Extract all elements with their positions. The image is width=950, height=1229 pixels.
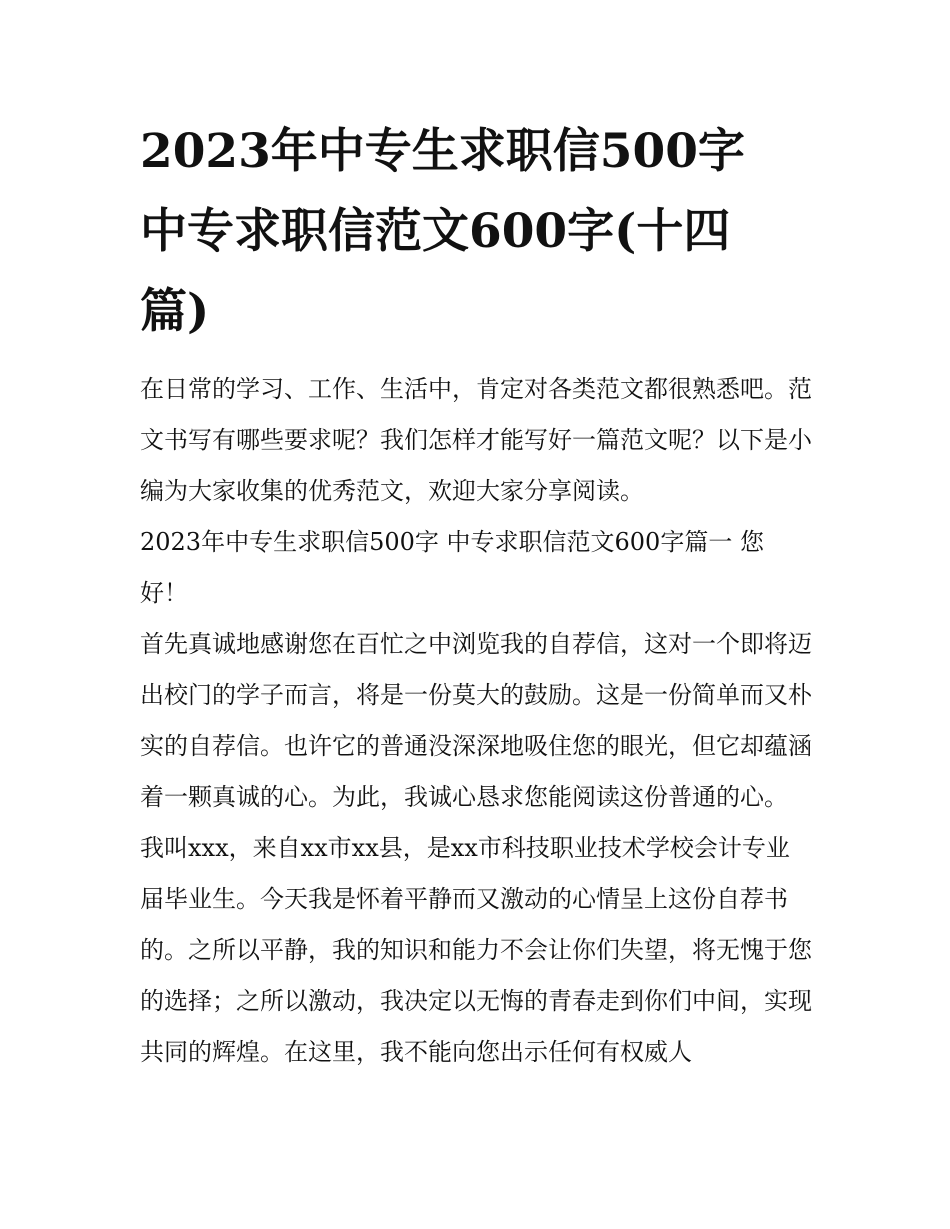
- section-heading: 2023年中专生求职信500字 中专求职信范文600字篇一 您好！: [140, 528, 764, 607]
- document-title: 2023年中专生求职信500字 中专求职信范文600字(十四篇): [140, 124, 745, 339]
- intro-paragraph: 在日常的学习、工作、生活中，肯定对各类范文都很熟悉吧。范文书写有哪些要求呢？我们怎样才能写好一篇范文呢？以下是小编为大家收集的优秀范文，欢迎大家分享阅读。: [140, 375, 812, 505]
- body-paragraph-2: 我叫xxx，来自xx市xx县，是xx市科技职业技术学校会计专业届毕业生。今天我是怀着平静而又激动的心情呈上这份自荐书的。之所以平静，我的知识和能力不会让你们失望，将无愧于您的选择；之所以激动，我决定以无悔的青春走到你们中间，实现共同的辉煌。在这里，我不能向您出示任何有权威人: [140, 834, 812, 1066]
- body-paragraph-1: 首先真诚地感谢您在百忙之中浏览我的自荐信，这对一个即将迈出校门的学子而言，将是一份莫大的鼓励。这是一份简单而又朴实的自荐信。也许它的普通没深深地吸住您的眼光，但它却蕴涵着一颗真诚的心。为此，我诚心恳求您能阅读这份普通的心。: [140, 630, 812, 811]
- document-page: [140, 112, 820, 1078]
